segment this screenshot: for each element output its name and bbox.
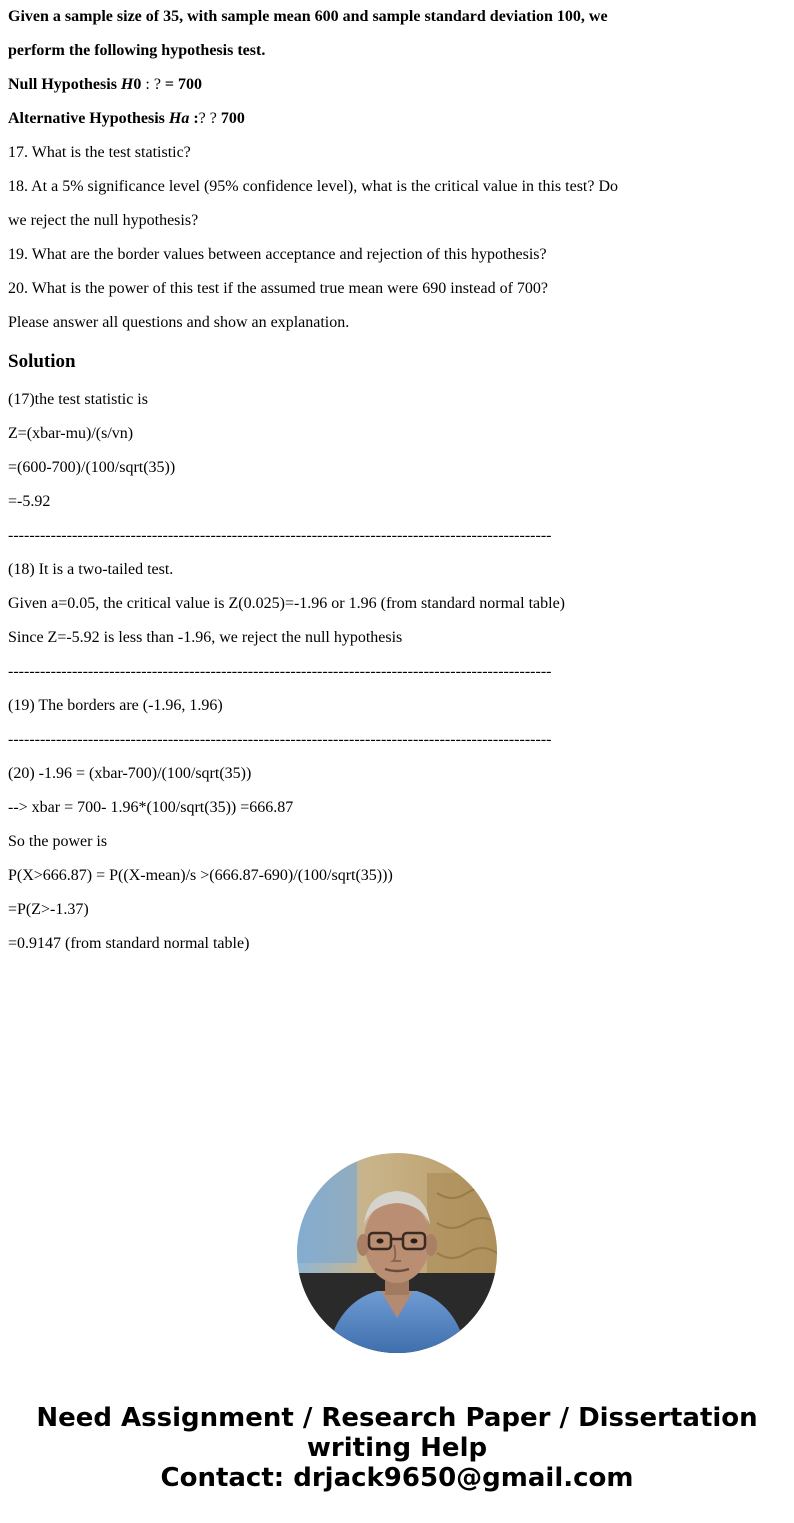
solution-line: (19) The borders are (-1.96, 1.96) xyxy=(8,697,223,714)
question-20: 20. What is the power of this test if the assumed true mean were 690 instead of 700? xyxy=(8,280,549,297)
solution-line: =(600-700)/(100/sqrt(35)) xyxy=(8,459,176,476)
question-intro-line1: Given a sample size of 35, with sample mean 600 and sample standard deviation 100, we xyxy=(8,8,608,25)
null-hypothesis xyxy=(8,75,202,95)
author-photo xyxy=(297,1153,497,1353)
solution-line: (18) It is a two-tailed test. xyxy=(8,561,174,578)
footer-contact-email: Contact: drjack9650@gmail.com xyxy=(160,1463,634,1493)
alt-colon: : xyxy=(189,110,199,127)
null-symbol: H xyxy=(120,76,134,93)
question-19: 19. What are the border values between acceptance and rejection of this hypothesis? xyxy=(8,246,547,263)
solution-line: P(X>666.87) = P((X-mean)/s >(666.87-690)/(100/sqrt(35))) xyxy=(8,867,393,884)
footer-line2: writing Help xyxy=(306,1433,488,1463)
solution-line: (17)the test statistic is xyxy=(8,391,148,408)
null-value: = 700 xyxy=(164,76,203,93)
author-photo-illustration xyxy=(297,1153,497,1353)
solution-line: Given a=0.05, the critical value is Z(0.025)=-1.96 or 1.96 (from standard normal table) xyxy=(8,595,565,612)
solution-line: Since Z=-5.92 is less than -1.96, we reject the null hypothesis xyxy=(8,629,403,646)
solution-line: (20) -1.96 = (xbar-700)/(100/sqrt(35)) xyxy=(8,765,252,782)
solution-heading: Solution xyxy=(8,351,76,372)
solution-line: --> xbar = 700- 1.96*(100/sqrt(35)) =666.87 xyxy=(8,799,294,816)
question-18-line1: 18. At a 5% significance level (95% confidence level), what is the critical value in this test? Do xyxy=(8,178,619,195)
question-17: 17. What is the test statistic? xyxy=(8,144,191,161)
contact-footer xyxy=(0,1403,794,1493)
instruction: Please answer all questions and show an explanation. xyxy=(8,314,350,331)
alternative-hypothesis xyxy=(8,109,245,129)
separator: ------------------------------------------------------------------------------------------------------ xyxy=(8,731,552,748)
solution-line: =0.9147 (from standard normal table) xyxy=(8,935,250,952)
alt-symbol: Ha xyxy=(168,110,190,127)
null-label: Null Hypothesis xyxy=(8,76,121,93)
question-18-line2: we reject the null hypothesis? xyxy=(8,212,199,229)
separator: ------------------------------------------------------------------------------------------------------ xyxy=(8,663,552,680)
null-sub: 0 xyxy=(133,76,142,93)
question-intro-line2: perform the following hypothesis test. xyxy=(8,42,266,59)
alt-rest: ? ? xyxy=(198,110,221,127)
null-rest: : ? xyxy=(141,76,165,93)
solution-line: =P(Z>-1.37) xyxy=(8,901,89,918)
footer-line1: Need Assignment / Research Paper / Dissertation xyxy=(36,1403,758,1433)
separator: ------------------------------------------------------------------------------------------------------ xyxy=(8,527,552,544)
solution-line: So the power is xyxy=(8,833,108,850)
solution-line: Z=(xbar-mu)/(s/vn) xyxy=(8,425,134,442)
solution-line: =-5.92 xyxy=(8,493,51,510)
alt-label: Alternative Hypothesis xyxy=(8,110,169,127)
alt-value: 700 xyxy=(220,110,245,127)
